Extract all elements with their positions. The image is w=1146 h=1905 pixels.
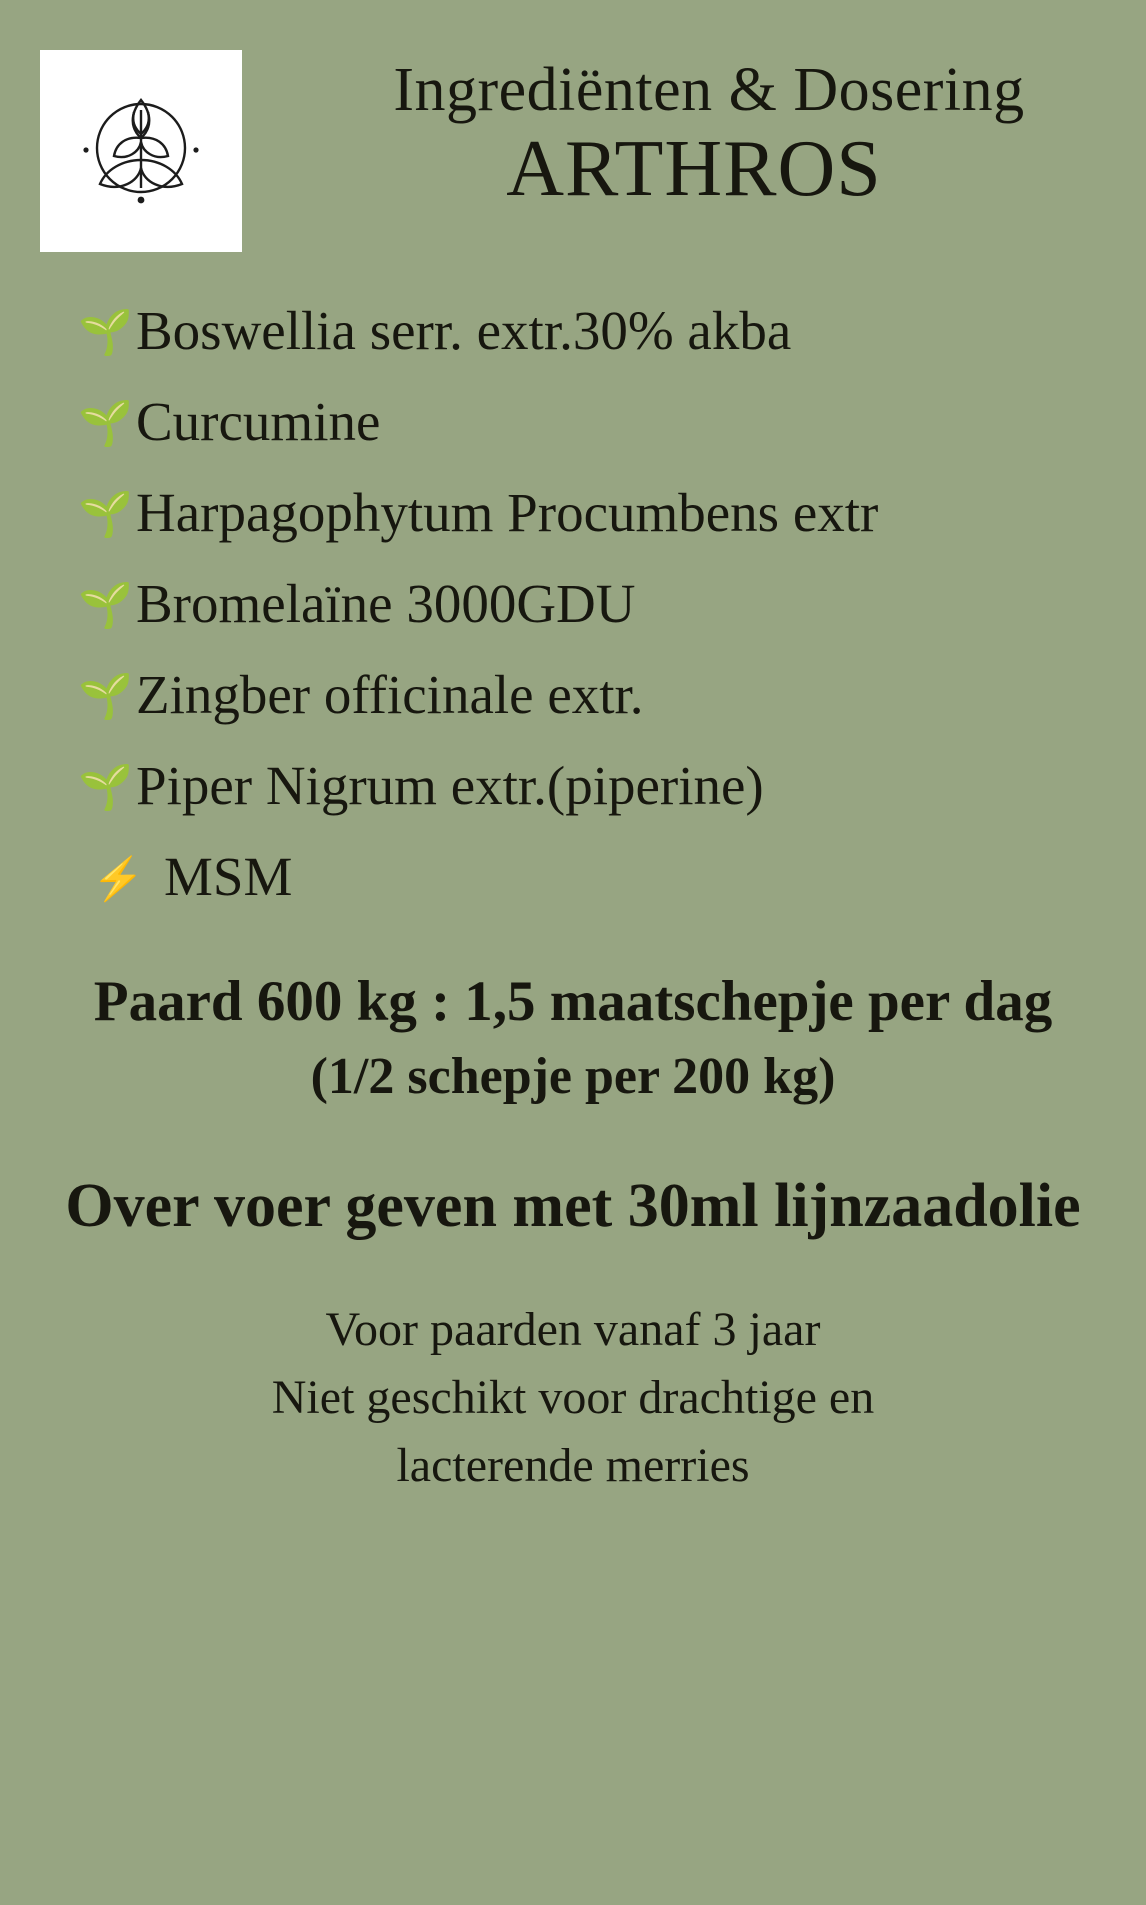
warning-line-3: lacterende merries [396,1439,750,1492]
seedling-icon: 🌱 [78,763,133,812]
brand-logo [40,50,242,252]
warning-line-1: Voor paarden vanaf 3 jaar [325,1303,821,1356]
warning-note [0,1296,1146,1500]
ingredient-label: Harpagophytum Procumbens extr [136,482,879,543]
lightning-bolt-icon: ⚡ [92,857,145,903]
list-item [78,831,1146,922]
seedling-icon: 🌱 [78,308,133,357]
header-title-block [242,58,1146,213]
list-item [78,376,1146,467]
dosage-section [0,966,1146,1114]
page-title: Ingrediënten & Dosering [393,56,1025,124]
seedling-icon: 🌱 [78,399,133,448]
ingredient-label: MSM [164,846,293,907]
card-header [0,0,1146,275]
list-item [78,558,1146,649]
list-item [78,467,1146,558]
botanical-emblem-icon [66,76,216,226]
ingredient-label: Boswellia serr. extr.30% akba [136,300,792,361]
seedling-icon: 🌱 [78,490,133,539]
ingredient-label: Bromelaïne 3000GDU [136,573,636,634]
list-item [78,285,1146,376]
list-item [78,740,1146,831]
list-item [78,649,1146,740]
warning-line-2: Niet geschikt voor drachtige en [271,1371,875,1424]
feeding-instruction: Over voer geven met 30ml lijnzaadolie [65,1172,1081,1240]
dosage-sub-text: (1/2 schepje per 200 kg) [310,1048,836,1105]
ingredient-label: Zingber officinale extr. [136,664,644,725]
ingredients-list [0,285,1146,922]
seedling-icon: 🌱 [78,672,133,721]
ingredient-label: Curcumine [136,391,381,452]
product-name: ARTHROS [506,125,882,214]
dosage-main-text: Paard 600 kg : 1,5 maatschepje per dag [93,970,1053,1033]
ingredient-label: Piper Nigrum extr.(piperine) [136,755,764,816]
seedling-icon: 🌱 [78,581,133,630]
